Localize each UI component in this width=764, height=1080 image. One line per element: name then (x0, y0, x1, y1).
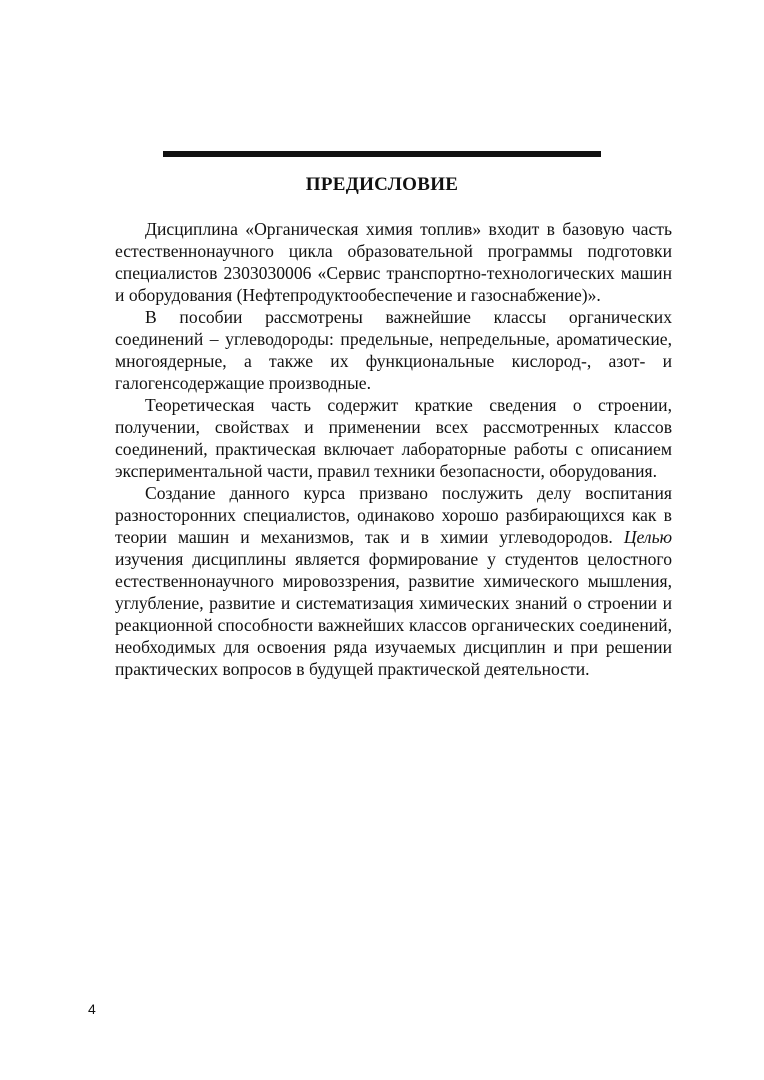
paragraph-4-text-after: изучения дисциплины является формирование у студентов целостного естественнонаучного мировоззрения, развитие химического мышления, углубление, развитие и систематизация химических знаний о строении и реакционной способности важнейших классов органических соединений, необходимых для освоения ряда изучаемых дисциплин и при решении практических вопросов в будущей практической деятельности. (115, 549, 672, 679)
paragraph-4 (115, 482, 672, 680)
page-title: ПРЕДИСЛОВИЕ (305, 174, 459, 195)
paragraph-4-italic-term: Целью (623, 527, 672, 547)
header-rule (163, 151, 601, 157)
paragraph-3: Теоретическая часть содержит краткие сведения о строении, получении, свойствах и применении всех рассмотренных классов соединений, практическая включает лабораторные работы с описанием экспериментальной части, правил техники безопасности, оборудования. (115, 395, 672, 481)
paragraph-1: Дисциплина «Органическая химия топлив» входит в базовую часть естественнонаучного цикла образовательной программы подготовки специалистов 2303030006 «Сервис транспортно-технологических машин и оборудования (Нефтепродуктообеспечение и газоснабжение)». (115, 219, 672, 305)
paragraph-2: В пособии рассмотрены важнейшие классы органических соединений – углеводороды: предельные, непредельные, ароматические, многоядерные, а также их функциональные кислород-, азот- и галогенсодержащие производные. (115, 307, 672, 393)
page-number: 4 (88, 1001, 96, 1017)
body-text (115, 218, 672, 680)
paragraph-4-text-before: Создание данного курса призвано послужить делу воспитания разносторонних специалистов, одинаково хорошо разбирающихся как в теории машин и механизмов, так и в химии углеводородов. (115, 483, 672, 547)
